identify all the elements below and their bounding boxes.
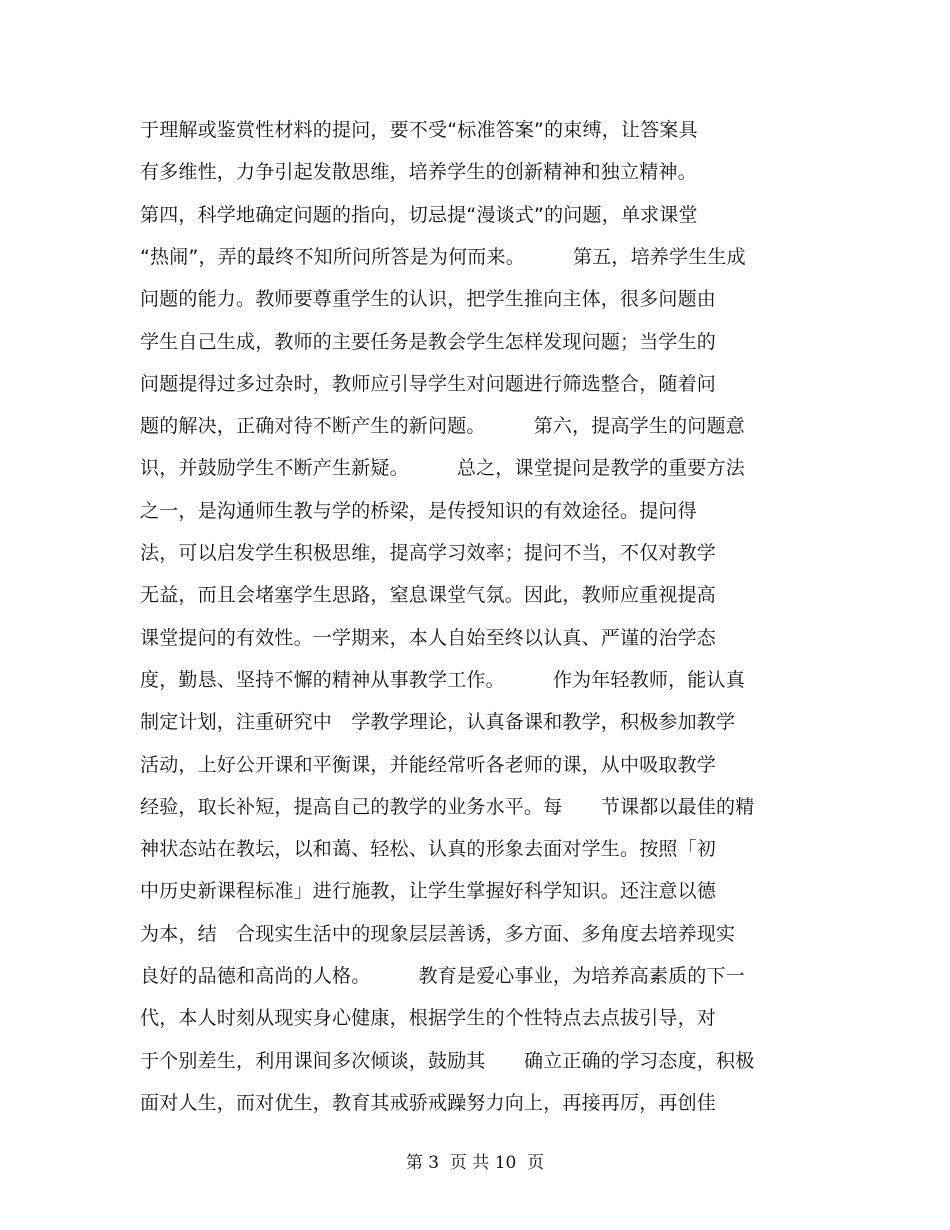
text-line: 问题的能力。教师要尊重学生的认识，把学生推向主体，很多问题由 <box>140 288 717 311</box>
text-line: 制定计划，注重研究中 学教学理论，认真备课和教学，积极参加教学 <box>140 711 736 734</box>
text-line: 之一，是沟通师生教与学的桥梁，是传授知识的有效途径。提问得 <box>140 499 697 522</box>
text-line: 良好的品德和高尚的人格。 教育是爱心事业，为培养高素质的下一 <box>140 965 745 987</box>
text-line: 度，勤恳、坚持不懈的精神从事教学工作。 作为年轻教师，能认真 <box>140 668 745 691</box>
text-line: 法，可以启发学生积极思维，提高学习效率；提问不当，不仅对教学 <box>140 542 717 564</box>
text-line: 问题提得过多过杂时，教师应引导学生对问题进行筛选整合，随着问 <box>140 372 717 395</box>
text-line: 课堂提问的有效性。一学期来，本人自始至终以认真、严谨的治学态 <box>140 626 717 649</box>
text-line: 代，本人时刻从现实身心健康，根据学生的个性特点去点拔引导，对 <box>140 1007 717 1030</box>
text-line: 于个别差生，利用课间多次倾谈，鼓励其 确立正确的学习态度，积极 <box>140 1049 755 1072</box>
text-line: 活动，上好公开课和平衡课，并能经常听各老师的课，从中吸取教学 <box>140 753 717 776</box>
text-line: 于理解或鉴赏性材料的提问，要不受“标准答案”的束缚，让答案具 <box>140 119 698 141</box>
text-line: 有多维性，力争引起发散思维，培养学生的创新精神和独立精神。 <box>140 161 697 184</box>
text-line: 经验，取长补短，提高自己的教学的业务水平。每 节课都以最佳的精 <box>140 795 755 818</box>
text-line: 学生自己生成，教师的主要任务是教会学生怎样发现问题；当学生的 <box>140 330 717 353</box>
text-line: 为本，结 合现实生活中的现象层层善诱，多方面、多角度去培养现实 <box>140 922 736 945</box>
text-line: “热闹”，弄的最终不知所问所答是为何而来。 第五，培养学生生成 <box>140 245 746 268</box>
text-line: 识，并鼓励学生不断产生新疑。 总之，课堂提问是教学的重要方法 <box>140 457 745 480</box>
page-number-footer: 第 3 页 共 10 页 <box>405 1153 545 1173</box>
text-line: 题的解决，正确对待不断产生的新问题。 第六，提高学生的问题意 <box>140 415 745 438</box>
text-line: 神状态站在教坛，以和蔼、轻松、认真的形象去面对学生。按照「初 <box>140 838 717 861</box>
text-line: 无益，而且会堵塞学生思路，窒息课堂气氛。因此，教师应重视提高 <box>140 584 717 607</box>
text-line: 第四，科学地确定问题的指向，切忌提“漫谈式”的问题，单求课堂 <box>140 203 698 226</box>
text-line: 中历史新课程标准」进行施教，让学生掌握好科学知识。还注意以德 <box>140 880 717 903</box>
text-line: 面对人生，而对优生，教育其戒骄戒躁努力向上，再接再厉，再创佳 <box>140 1091 717 1114</box>
